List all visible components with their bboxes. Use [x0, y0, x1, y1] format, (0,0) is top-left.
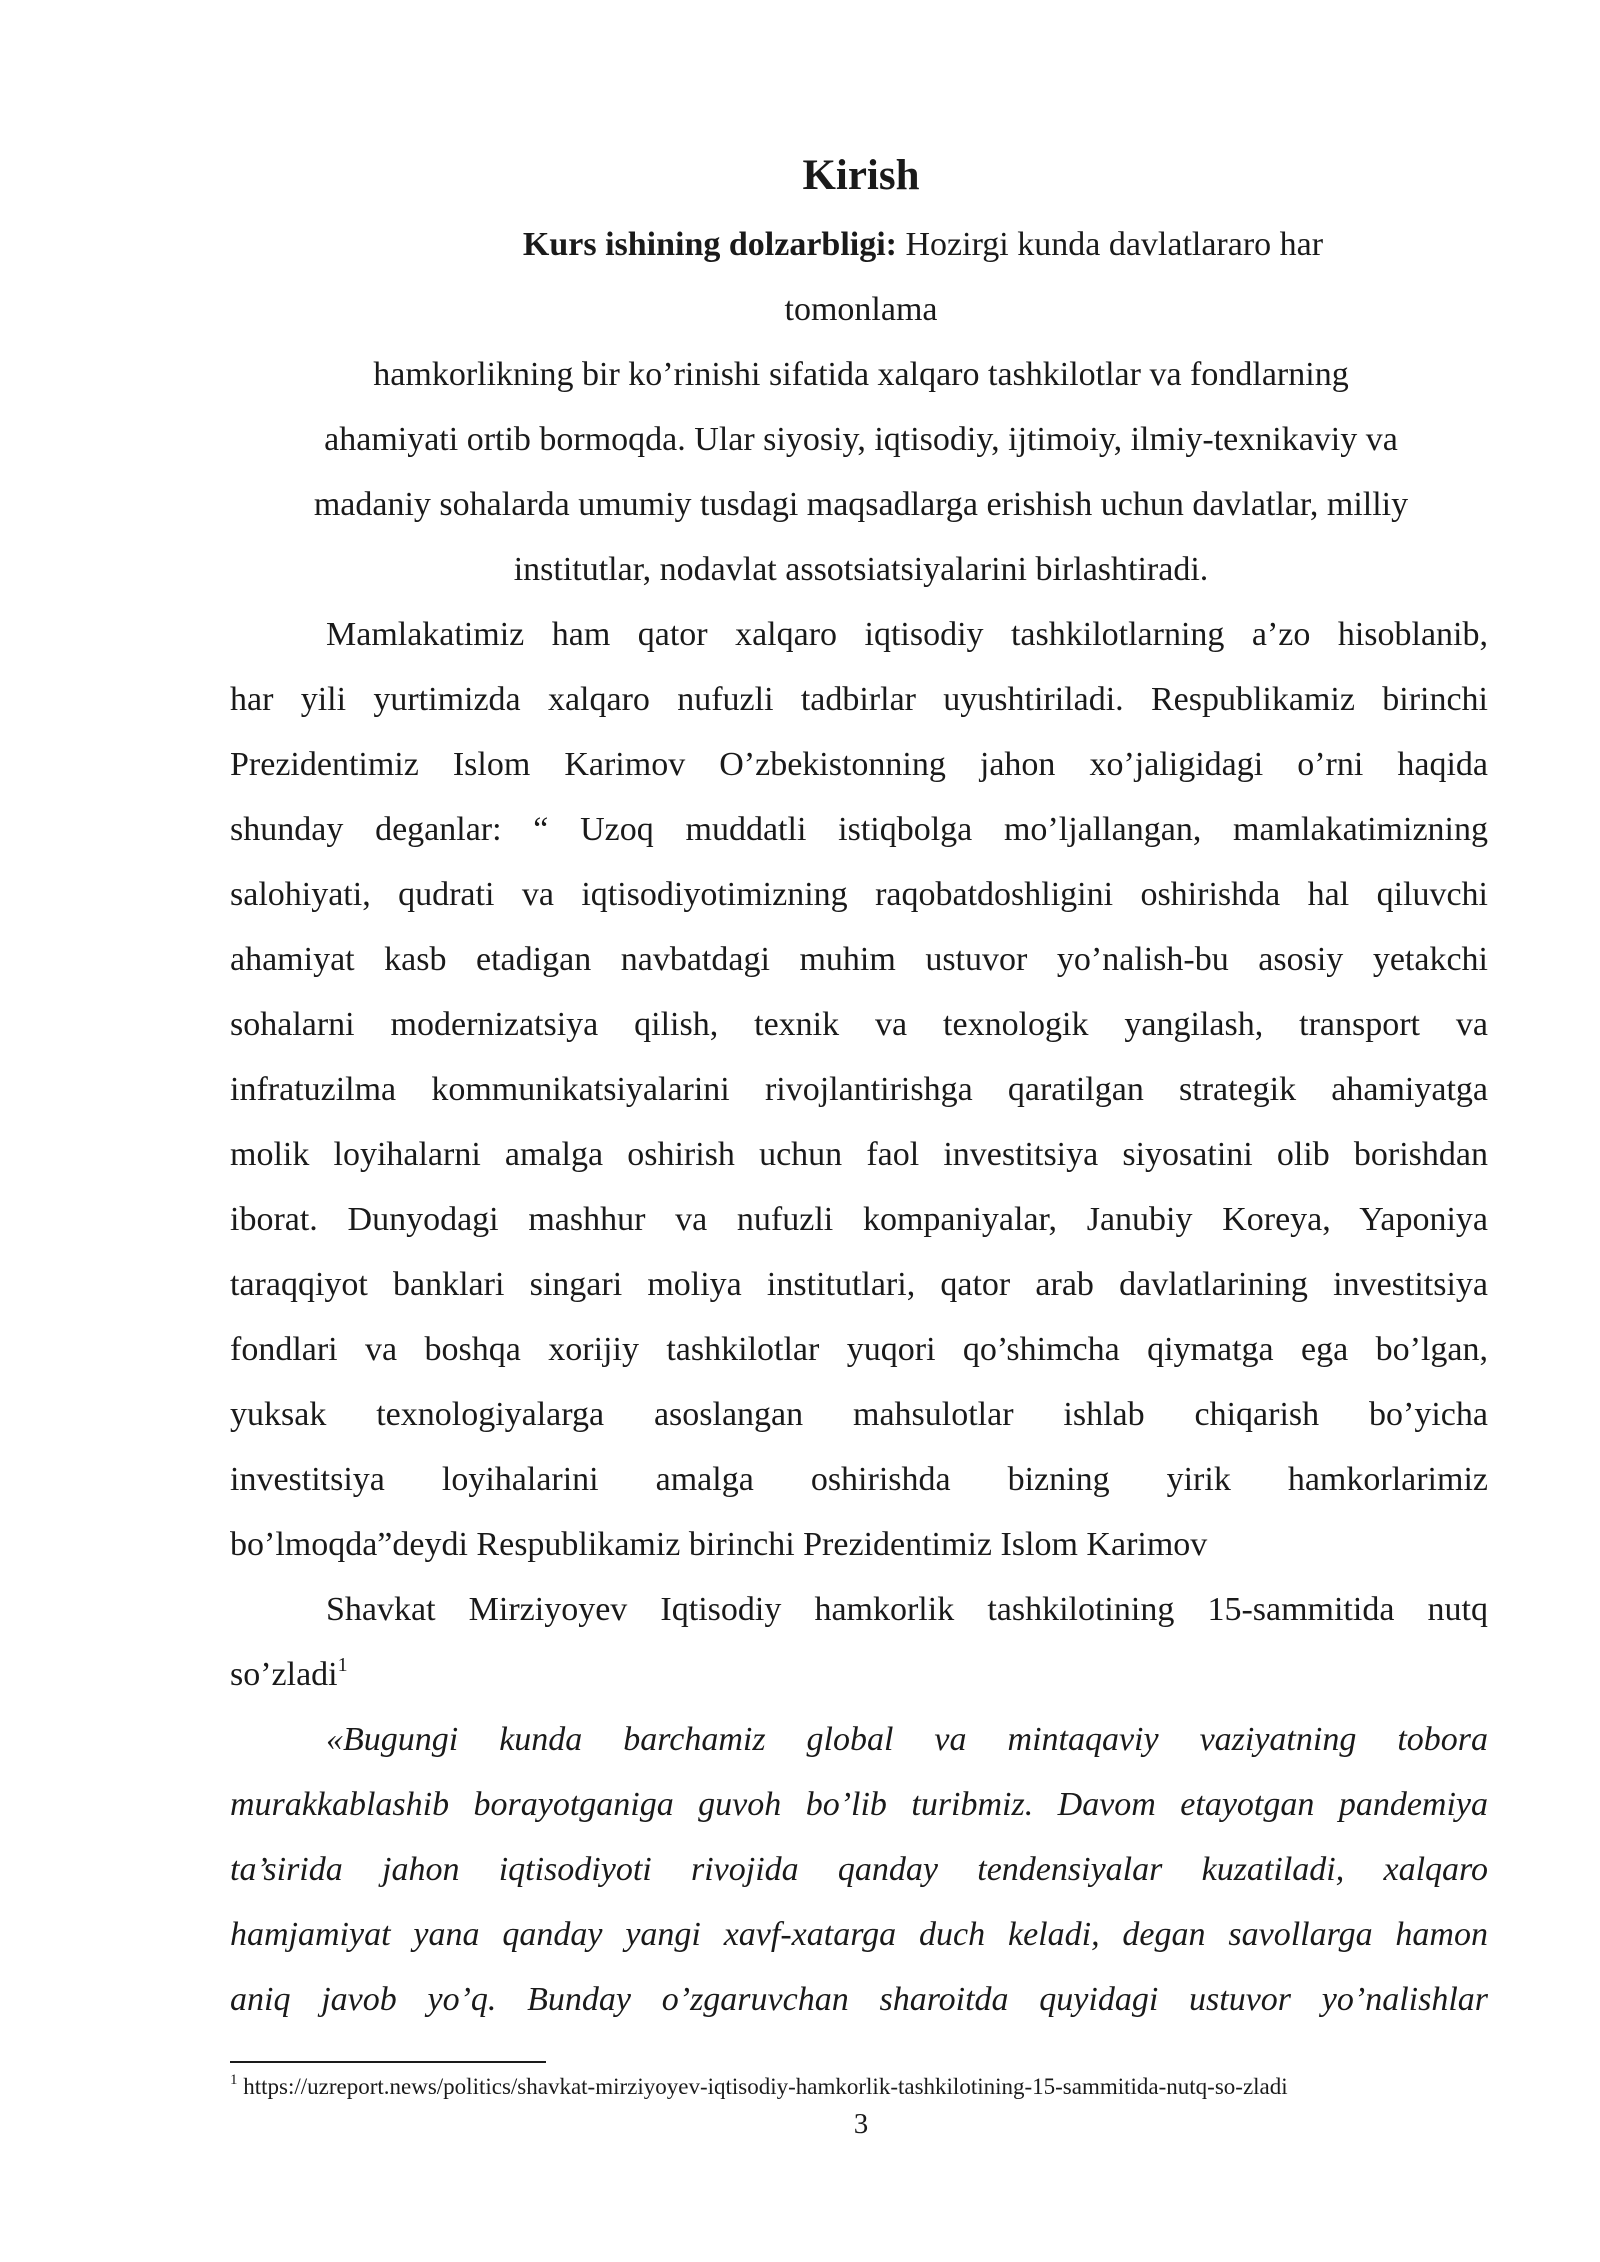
paragraph-line: ahamiyat kasb etadigan navbatdagi muhim ustuvor yo’nalish-bu asosiy yetakchi [230, 941, 1488, 978]
quote-line: murakkablashib borayotganiga guvoh bo’lib turibmiz. Davom etayotgan pandemiya [230, 1786, 1488, 1823]
paragraph-line: har yili yurtimizda xalqaro nufuzli tadbirlar uyushtiriladi. Respublikamiz birinchi [230, 681, 1488, 718]
footnote-marker: 1 [230, 2072, 238, 2088]
paragraph-line: bo’lmoqda”deydi Respublikamiz birinchi Prezidentimiz Islom Karimov [230, 1526, 1208, 1563]
quote-line: aniq javob yo’q. Bunday o’zgaruvchan sharoitda quyidagi ustuvor yo’nalishlar [230, 1981, 1488, 2018]
paragraph2-text: so’zladi [230, 1656, 338, 1693]
paragraph2-line-2 [230, 1651, 1488, 1699]
page-number: 3 [853, 2108, 869, 2140]
paragraph-line: yuksak texnologiyalarga asoslangan mahsulotlar ishlab chiqarish bo’yicha [230, 1396, 1488, 1433]
intro-label: Kurs ishining dolzarbligi: [522, 226, 897, 263]
footnote-reference[interactable]: 1 [337, 1654, 348, 1676]
paragraph-line: iborat. Dunyodagi mashhur va nufuzli kompaniyalar, Janubiy Koreya, Yaponiya [230, 1201, 1488, 1238]
paragraph-line: Mamlakatimiz ham qator xalqaro iqtisodiy tashkilotlarning a’zo hisoblanib, [326, 616, 1488, 653]
paragraph-line: molik loyihalarni amalga oshirish uchun faol investitsiya siyosatini olib borishdan [230, 1136, 1488, 1173]
intro-line-4: ahamiyati ortib bormoqda. Ular siyosiy, iqtisodiy, ijtimoiy, ilmiy-texnikaviy va [324, 421, 1398, 458]
intro-line-3: hamkorlikning bir ko’rinishi sifatida xalqaro tashkilotlar va fondlarning [373, 356, 1349, 393]
intro-line-6: institutlar, nodavlat assotsiatsiyalarini birlashtiradi. [513, 551, 1209, 588]
intro-line-1 [62, 221, 1600, 269]
quote-line: ta’sirida jahon iqtisodiyoti rivojida qanday tendensiyalar kuzatiladi, xalqaro [230, 1851, 1488, 1888]
page-title: Kirish [802, 152, 920, 199]
quote-line: hamjamiyat yana qanday yangi xavf-xatarga duch keladi, degan savollarga hamon [230, 1916, 1488, 1953]
footnote-separator [230, 2061, 546, 2063]
intro-line-5: madaniy sohalarda umumiy tusdagi maqsadlarga erishish uchun davlatlar, milliy [313, 486, 1409, 523]
paragraph-line: investitsiya loyihalarini amalga oshirishda bizning yirik hamkorlarimiz [230, 1461, 1488, 1498]
paragraph-line: salohiyati, qudrati va iqtisodiyotimizning raqobatdoshligini oshirishda hal qiluvchi [230, 876, 1488, 913]
paragraph-line: shunday deganlar: “ Uzoq muddatli istiqbolga mo’ljallangan, mamlakatimizning [230, 811, 1488, 848]
footnote [230, 2072, 1530, 2102]
intro-text-1: Hozirgi kunda davlatlararo har [896, 226, 1324, 263]
paragraph-line: taraqqiyot banklari singari moliya institutlari, qator arab davlatlarining investitsiya [230, 1266, 1488, 1303]
paragraph-line: sohalarni modernizatsiya qilish, texnik va texnologik yangilash, transport va [230, 1006, 1488, 1043]
quote-line: «Bugungi kunda barchamiz global va mintaqaviy vaziyatning tobora [326, 1721, 1488, 1758]
paragraph-line: fondlari va boshqa xorijiy tashkilotlar yuqori qo’shimcha qiymatga ega bo’lgan, [230, 1331, 1488, 1368]
paragraph-line: Prezidentimiz Islom Karimov O’zbekistonning jahon xo’jaligidagi o’rni haqida [230, 746, 1488, 783]
intro-line-2: tomonlama [784, 291, 938, 328]
paragraph2-line-1: Shavkat Mirziyoyev Iqtisodiy hamkorlik tashkilotining 15-sammitida nutq [326, 1591, 1488, 1628]
footnote-link[interactable]: https://uzreport.news/politics/shavkat-mirziyoyev-iqtisodiy-hamkorlik-tashkilotining-15-sammitida-nutq-so-zladi [237, 2074, 1288, 2099]
paragraph-line: infratuzilma kommunikatsiyalarini rivojlantirishga qaratilgan strategik ahamiyatga [230, 1071, 1488, 1108]
